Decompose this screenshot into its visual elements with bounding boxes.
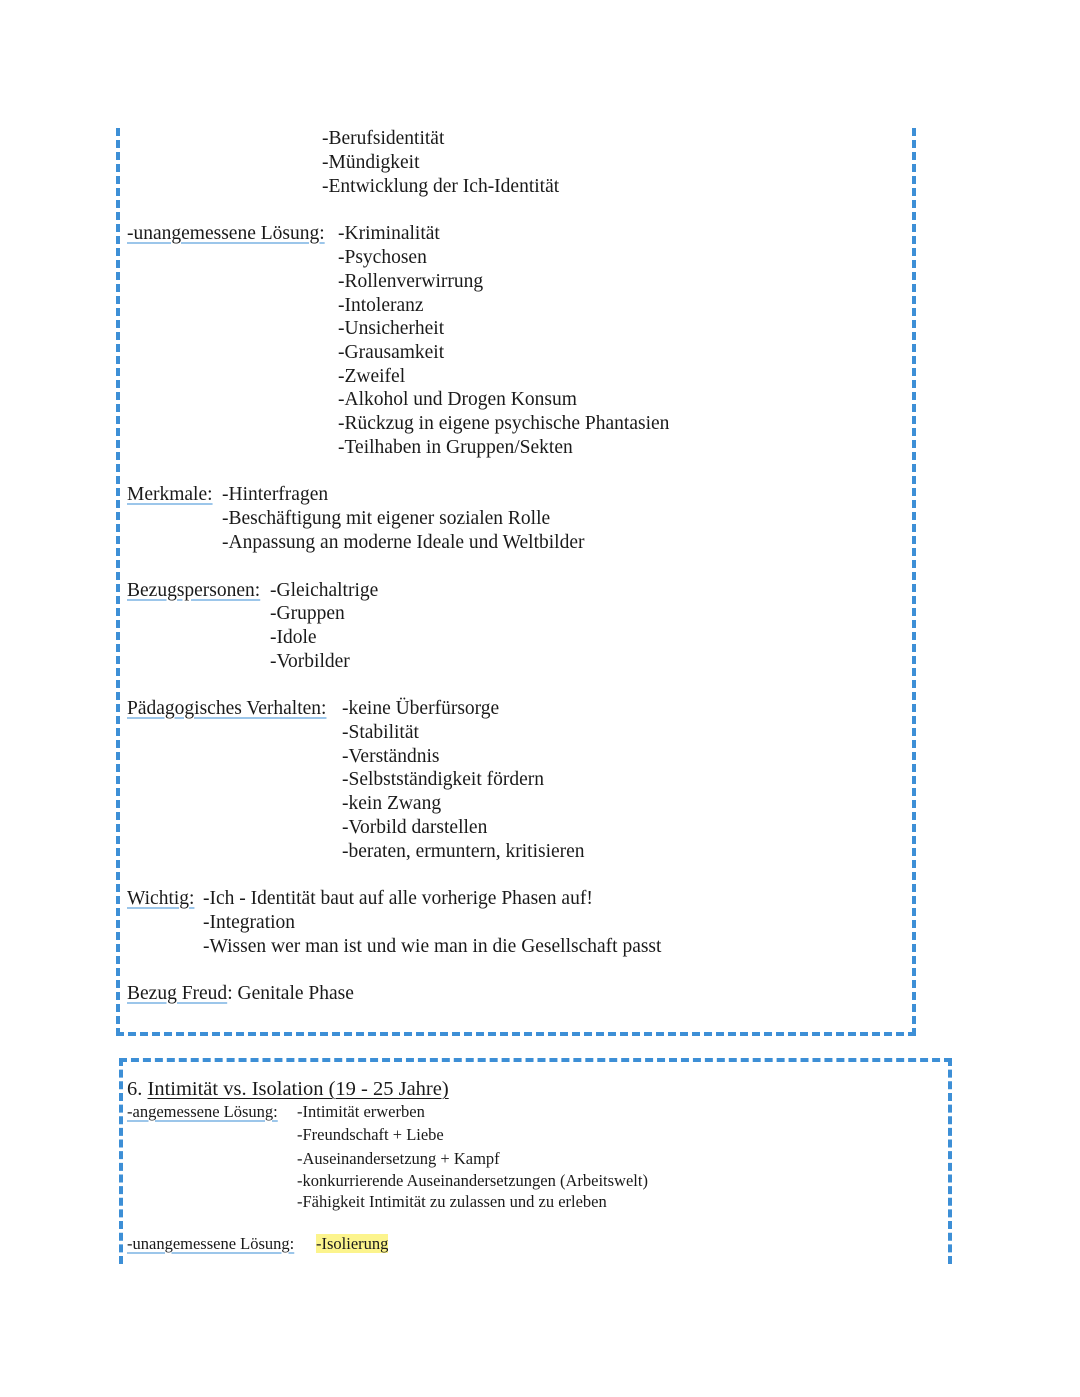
- bezugspersonen-item-1: -Gleichaltrige: [270, 580, 379, 601]
- freud-label: Bezug Freud: [127, 983, 228, 1004]
- s6-positive-label: -angemessene Lösung:: [127, 1102, 278, 1121]
- paed-item-4: -Selbstständigkeit fördern: [342, 769, 544, 790]
- paed-item-5: -kein Zwang: [342, 793, 442, 814]
- wichtig-item-3: -Wissen wer man ist und wie man in die Gesellschaft passt: [203, 936, 662, 957]
- negative-item-10: -Teilhaben in Gruppen/Sekten: [338, 437, 573, 458]
- merkmale-item-3: -Anpassung an moderne Ideale und Weltbilder: [222, 532, 585, 553]
- s6-positive-item-2: -Freundschaft + Liebe: [297, 1125, 444, 1144]
- negative-label: -unangemessene Lösung:: [127, 223, 325, 244]
- positive-item-1: -Berufsidentität: [322, 128, 445, 149]
- section-6-number: 6.: [127, 1078, 143, 1100]
- negative-item-7: -Zweifel: [338, 366, 406, 387]
- negative-item-5: -Unsicherheit: [338, 318, 445, 339]
- paed-item-2: -Stabilität: [342, 722, 419, 743]
- wichtig-item-1: -Ich - Identität baut auf alle vorherige Phasen auf!: [203, 888, 593, 909]
- paed-label: Pädagogisches Verhalten:: [127, 698, 327, 719]
- s6-negative-value-wrap: [316, 1233, 388, 1254]
- wichtig-item-2: -Integration: [203, 912, 296, 933]
- s6-positive-item-5: -Fähigkeit Intimität zu zulassen und zu erleben: [297, 1192, 607, 1211]
- paed-item-3: -Verständnis: [342, 746, 440, 767]
- s6-positive-item-4: -konkurrierende Auseinandersetzungen (Arbeitswelt): [297, 1171, 648, 1190]
- paed-item-6: -Vorbild darstellen: [342, 817, 488, 838]
- freud-separator: :: [227, 983, 233, 1004]
- negative-item-4: -Intoleranz: [338, 295, 424, 316]
- negative-item-3: -Rollenverwirrung: [338, 271, 484, 292]
- freud-value: Genitale Phase: [237, 983, 354, 1004]
- paed-item-7: -beraten, ermuntern, kritisieren: [342, 841, 585, 862]
- bezugspersonen-item-4: -Vorbilder: [270, 651, 350, 672]
- negative-item-2: -Psychosen: [338, 247, 427, 268]
- merkmale-item-2: -Beschäftigung mit eigener sozialen Rolle: [222, 508, 551, 529]
- s6-positive-item-1: -Intimität erwerben: [297, 1102, 425, 1121]
- positive-item-3: -Entwicklung der Ich-Identität: [322, 176, 560, 197]
- section-6-title: Intimität vs. Isolation (19 - 25 Jahre): [147, 1078, 449, 1100]
- negative-item-8: -Alkohol und Drogen Konsum: [338, 389, 577, 410]
- wichtig-label: Wichtig:: [127, 888, 195, 909]
- section-6-heading: [127, 1077, 449, 1101]
- paed-item-1: -keine Überfürsorge: [342, 698, 500, 719]
- s6-negative-label: -unangemessene Lösung:: [127, 1234, 295, 1253]
- s6-negative-value: -Isolierung: [316, 1234, 389, 1253]
- s6-positive-item-3: -Auseinandersetzung + Kampf: [297, 1149, 500, 1168]
- merkmale-label: Merkmale:: [127, 484, 213, 505]
- bezugspersonen-label: Bezugspersonen:: [127, 580, 261, 601]
- negative-item-6: -Grausamkeit: [338, 342, 445, 363]
- bezugspersonen-item-3: -Idole: [270, 627, 317, 648]
- negative-item-9: -Rückzug in eigene psychische Phantasien: [338, 413, 670, 434]
- bezugspersonen-item-2: -Gruppen: [270, 603, 345, 624]
- merkmale-item-1: -Hinterfragen: [222, 484, 329, 505]
- positive-item-2: -Mündigkeit: [322, 152, 420, 173]
- negative-item-1: -Kriminalität: [338, 223, 440, 244]
- freud-reference: [127, 982, 354, 1006]
